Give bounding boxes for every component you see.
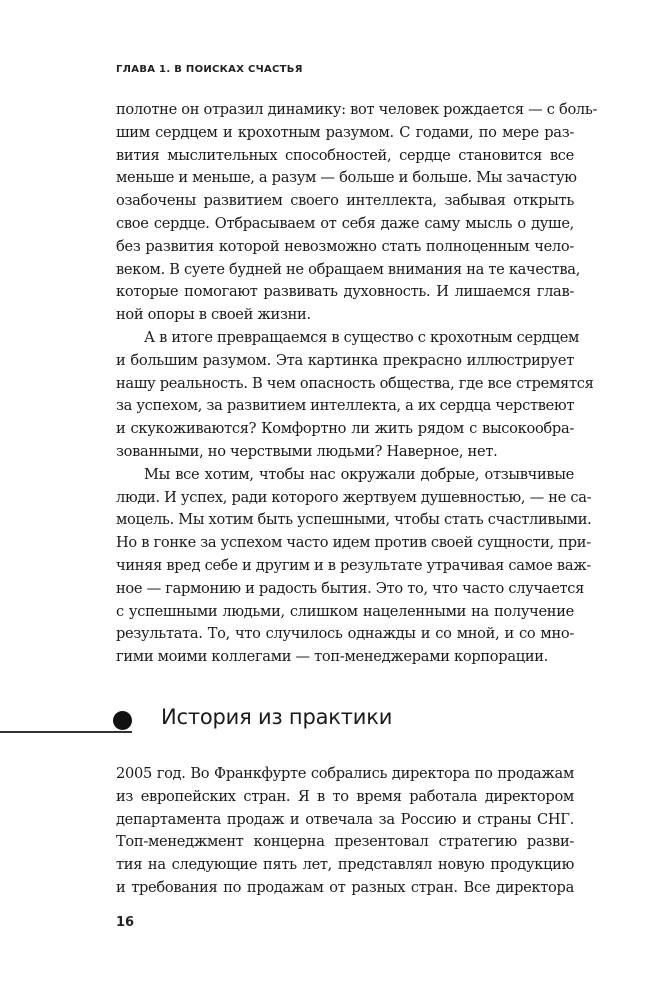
text-line: Но в гонке за успехом часто идем против своей сущности, при-: [116, 534, 591, 552]
text-line: тия на следующие пять лет, представлял новую продукцию: [116, 856, 574, 874]
text-line: за успехом, за развитием интеллекта, а их сердца черствеют: [116, 397, 575, 415]
text-line: с успешными людьми, слишком нацеленными на получение: [116, 602, 574, 620]
running-head: ГЛАВА 1. В ПОИСКАХ СЧАСТЬЯ: [116, 64, 303, 75]
text-line: ное — гармонию и радость бытия. Это то, что часто случается: [116, 579, 585, 597]
text-line: Мы все хотим, чтобы нас окружали добрые, отзывчивые: [144, 465, 574, 483]
text-line: веком. В суете будней не обращаем внимания на те качества,: [116, 260, 581, 278]
section-heading: История из практики: [161, 705, 393, 729]
text-line: 2005 год. Во Франкфурте собрались директора по продажам: [116, 765, 574, 782]
text-line: и скукоживаются? Комфортно ли жить рядом с высокообра-: [116, 420, 574, 438]
text-line: гими моими коллегами — топ-менеджерами корпорации.: [116, 648, 549, 666]
ball-icon: [113, 711, 132, 730]
text-line: Топ-менеджмент концерна презентовал стратегию разви-: [116, 833, 574, 851]
section-rule: [0, 731, 132, 733]
text-line: А в итоге превращаемся в существо с крохотным сердцем: [144, 328, 580, 346]
text-line: нашу реальность. В чем опасность общества, где все стремятся: [116, 374, 594, 392]
text-line: и требования по продажам от разных стран. Все директора: [116, 878, 574, 896]
text-line: полотне он отразил динамику: вот человек рождается — с боль-: [116, 101, 598, 118]
text-line: свое сердце. Отбрасываем от себя даже саму мысль о душе,: [116, 214, 574, 232]
text-line: из европейских стран. Я в то время работала директором: [116, 787, 574, 805]
text-line: зованными, но черствыми людьми? Наверное, нет.: [116, 442, 498, 460]
text-line: которые помогают развивать духовность. И лишаемся глав-: [116, 283, 574, 301]
text-line: результата. То, что случилось однажды и со мной, и со мно-: [116, 625, 574, 643]
text-line: и большим разумом. Эта картинка прекрасно иллюстрирует: [116, 351, 574, 369]
text-line: люди. И успех, ради которого жертвуем душевностью, — не са-: [116, 488, 592, 506]
page-number: 16: [116, 915, 135, 930]
text-line: шим сердцем и крохотным разумом. С годами, по мере раз-: [116, 123, 574, 141]
text-line: моцель. Мы хотим быть успешными, чтобы стать счастливыми.: [116, 511, 592, 529]
text-line: меньше и меньше, а разум — больше и больше. Мы зачастую: [116, 169, 577, 187]
text-line: департамента продаж и отвечала за Россию и страны СНГ.: [116, 810, 574, 828]
text-line: вития мыслительных способностей, сердце становится все: [116, 146, 574, 164]
text-line: без развития которой невозможно стать полноценным чело-: [116, 237, 574, 255]
story-text: [116, 763, 574, 900]
body-text: [116, 99, 598, 669]
text-line: озабочены развитием своего интеллекта, забывая открыть: [116, 192, 574, 210]
text-line: ной опоры в своей жизни.: [116, 306, 311, 324]
text-line: чиняя вред себе и другим и в результате утрачивая самое важ-: [116, 556, 591, 574]
